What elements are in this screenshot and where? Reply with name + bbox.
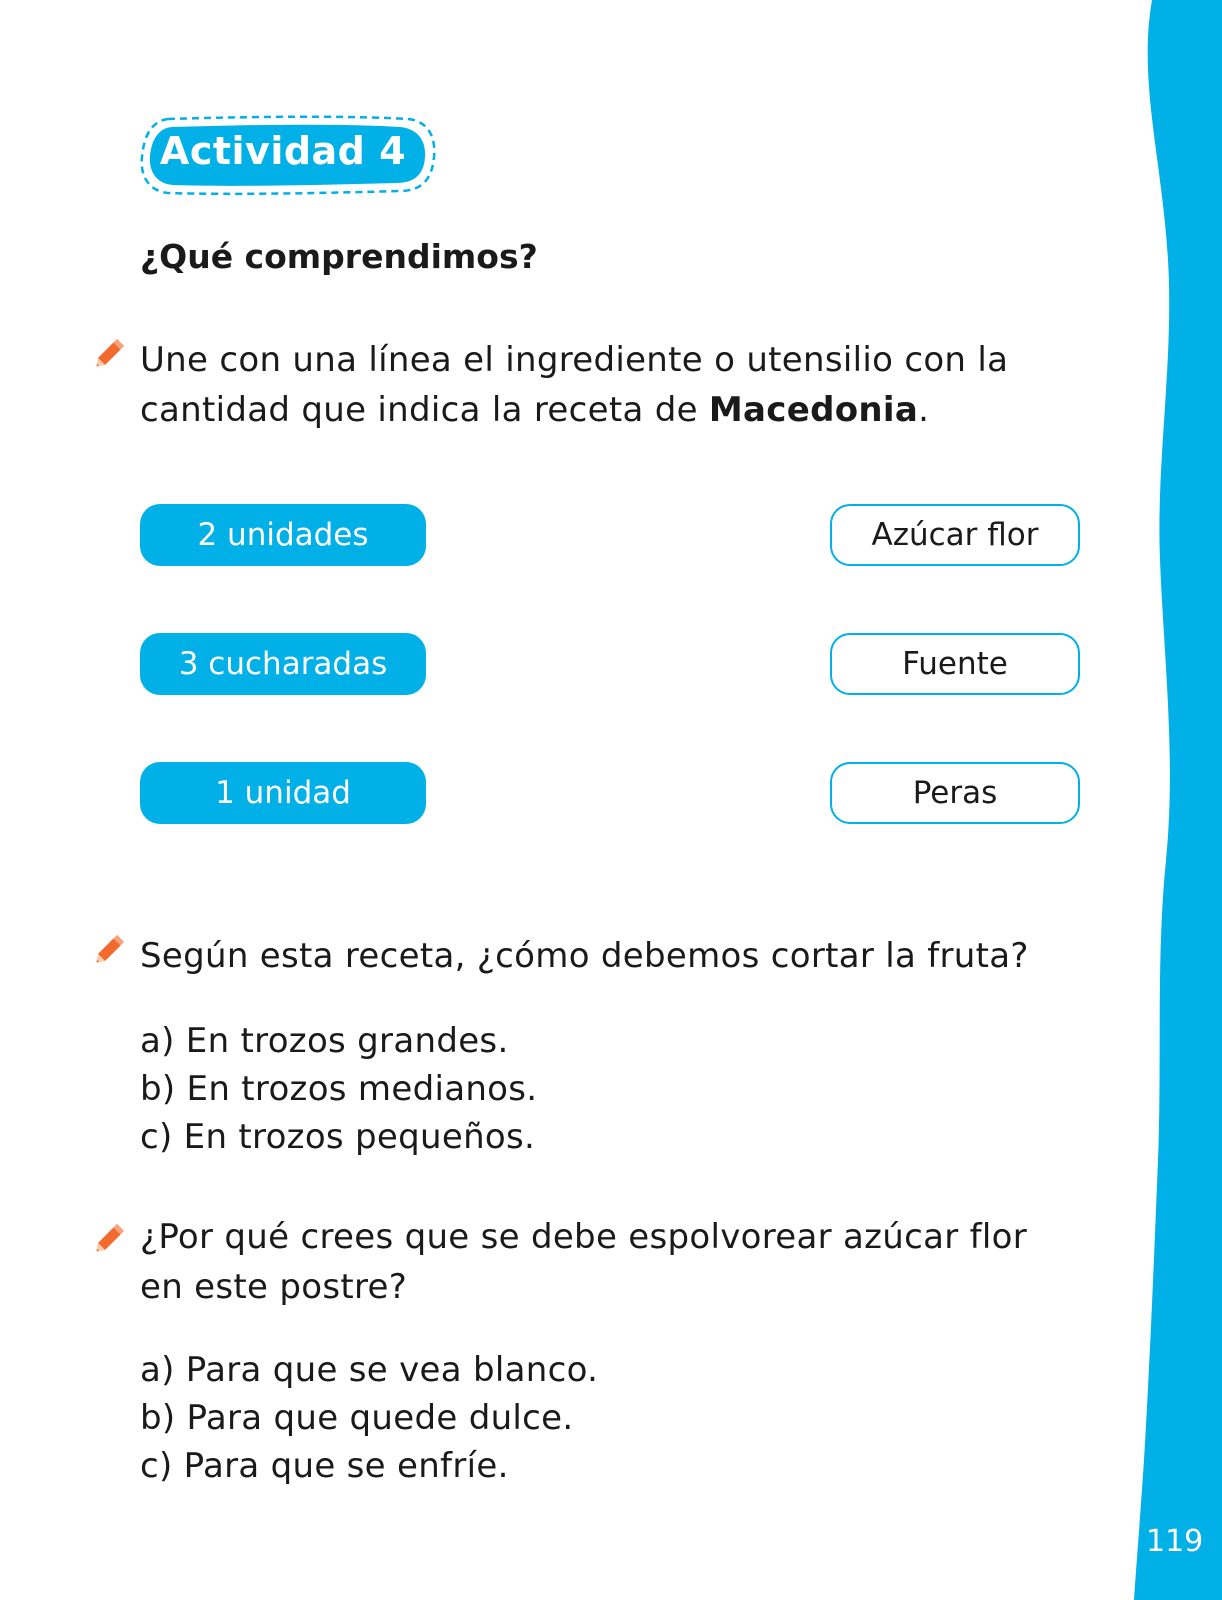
question-3-options: [140, 1346, 598, 1490]
question-1: [140, 335, 1008, 435]
option-2b[interactable]: b) En trozos medianos.: [140, 1069, 538, 1109]
activity-title: Actividad 4: [159, 129, 407, 173]
option-2a[interactable]: a) En trozos grandes.: [140, 1021, 509, 1061]
pencil-icon: [90, 333, 130, 373]
question-1-line-2-suffix: .: [918, 390, 930, 430]
pencil-icon: [90, 929, 130, 969]
question-1-line-2: [140, 385, 1008, 435]
activity-badge: [138, 115, 440, 199]
quantity-pill-2[interactable]: 3 cucharadas: [140, 633, 426, 695]
question-3-line-1: ¿Por qué crees que se debe espolvorear azúcar flor: [140, 1217, 1028, 1257]
quantity-pill-1[interactable]: 2 unidades: [140, 504, 426, 566]
question-1-line-1: Une con una línea el ingrediente o utensilio con la: [140, 340, 1009, 380]
question-3: [140, 1212, 1027, 1312]
quantity-pill-3[interactable]: 1 unidad: [140, 762, 426, 824]
option-3c[interactable]: c) Para que se enfríe.: [140, 1446, 509, 1486]
option-2c[interactable]: c) En trozos pequeños.: [140, 1117, 536, 1157]
option-3a[interactable]: a) Para que se vea blanco.: [140, 1350, 599, 1390]
option-3b[interactable]: b) Para que quede dulce.: [140, 1398, 574, 1438]
pencil-icon: [90, 1218, 130, 1258]
question-3-line-2: en este postre?: [140, 1267, 408, 1307]
item-pill-1[interactable]: Azúcar flor: [830, 504, 1080, 566]
question-2-options: [140, 1017, 537, 1161]
section-heading: ¿Qué comprendimos?: [140, 237, 538, 276]
item-pill-2[interactable]: Fuente: [830, 633, 1080, 695]
item-pill-3[interactable]: Peras: [830, 762, 1080, 824]
page-number: 119: [1146, 1524, 1204, 1559]
recipe-name: Macedonia: [708, 390, 919, 430]
question-2: Según esta receta, ¿cómo debemos cortar la fruta?: [140, 936, 1029, 976]
question-1-line-2-prefix: cantidad que indica la receta de: [140, 390, 709, 430]
